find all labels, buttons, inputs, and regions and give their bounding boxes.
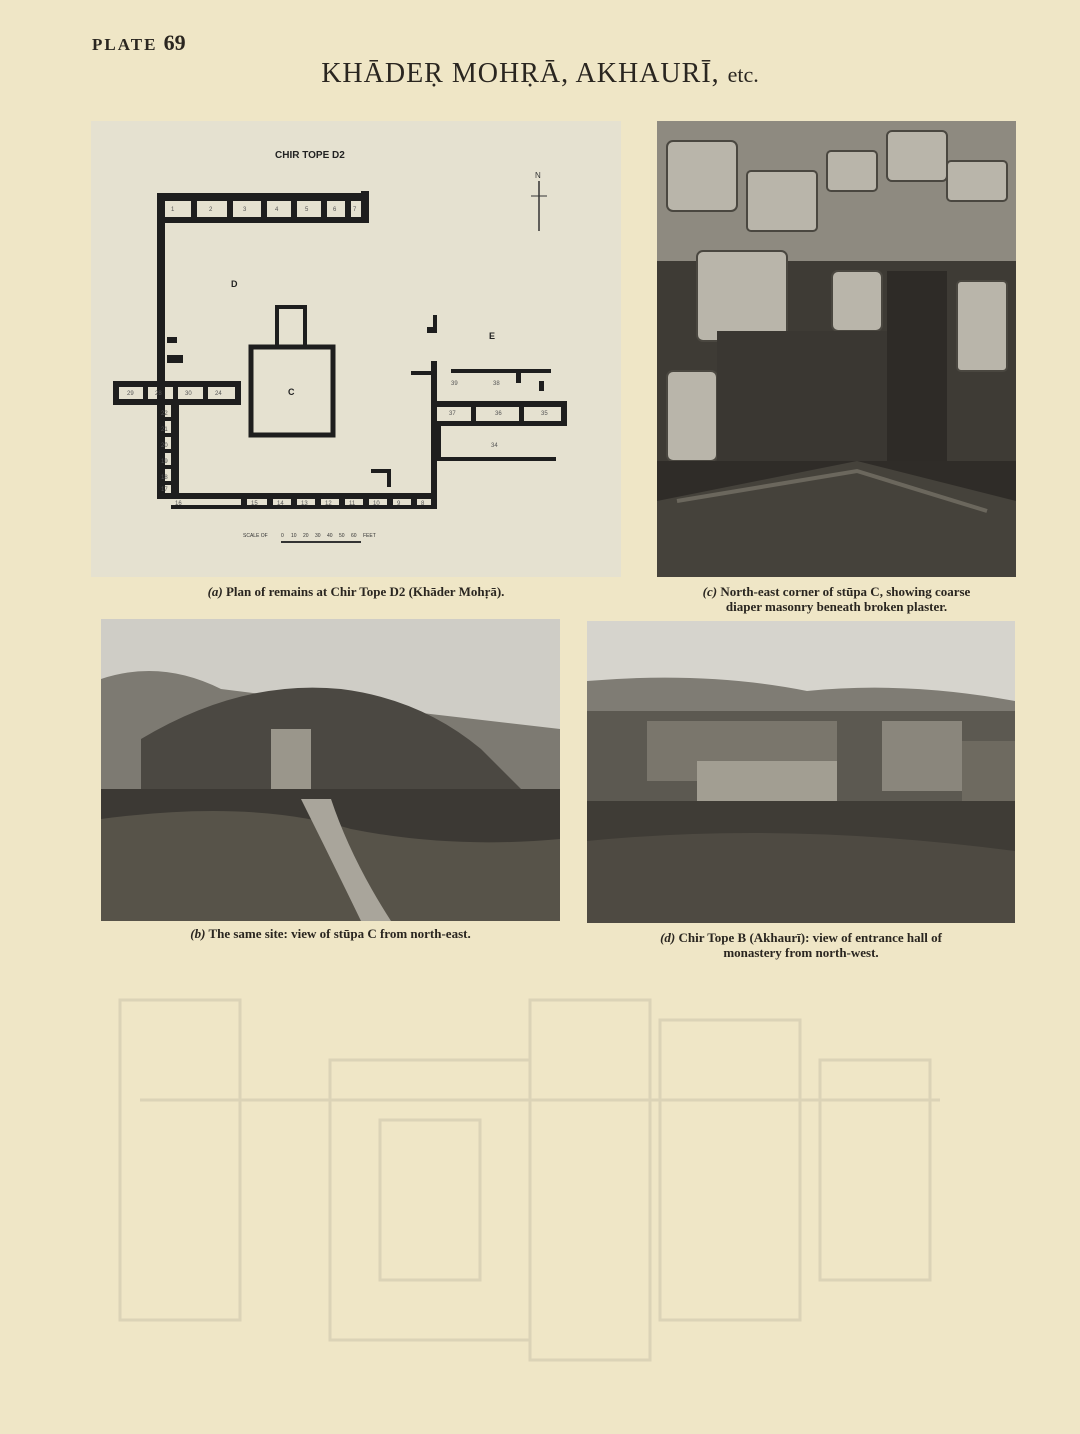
stupa-view-photo [101,619,560,921]
cell-label: 5 [305,207,309,213]
cell-label: 15 [251,501,258,507]
cell-label: 21 [161,427,168,433]
caption-d-line1 [587,930,1015,945]
cell-label: 11 [349,501,356,507]
cell-label: 2 [209,207,213,213]
cell-label: 16 [175,501,182,507]
entrance-hall-photo [587,621,1015,923]
area-label-e: E [489,331,496,341]
cell-label: 7 [353,207,357,213]
cell-label: 18 [161,475,168,481]
scale-label: SCALE OF [243,533,268,539]
figure-b-photo [101,619,560,921]
cell-label: 29 [127,391,134,397]
caption-b-text: The same site: view of stūpa C from north-east. [208,926,471,941]
caption-c [657,584,1016,614]
caption-d-text1: Chir Tope B (Akhaurī): view of entrance hall of [678,930,942,945]
cell-label: 37 [449,411,456,417]
area-label-c: C [288,387,295,397]
caption-c-letter: (c) [702,584,718,599]
scale-tick: 0 [281,533,284,539]
show-through-ghost [60,940,1020,1400]
page-title-suffix: etc. [727,62,759,87]
scale-tick: 30 [315,533,321,539]
caption-d-letter: (d) [660,930,676,945]
plate-label: PLATE [92,35,158,54]
caption-c-line2: diaper masonry beneath broken plaster. [725,599,948,614]
cell-label: 28 [155,391,162,397]
cell-label: 1 [171,207,175,213]
masonry-photo [657,121,1016,577]
cell-label: 13 [301,501,308,507]
cell-label: 17 [161,487,168,493]
figure-c-photo [657,121,1016,577]
scale-unit: FEET [363,533,376,539]
cell-label: 8 [421,501,425,507]
cell-label: 34 [491,443,498,449]
figure-d-photo [587,621,1015,923]
north-label: N [535,171,541,180]
cell-label: 3 [243,207,247,213]
cell-label: 24 [215,391,222,397]
cell-label: 14 [277,501,284,507]
plate-number-value: 69 [163,30,186,55]
caption-a-text: Plan of remains at Chir Tope D2 (Khāder Mohṛā). [225,584,505,599]
cell-label: 22 [161,411,168,417]
caption-b-letter: (b) [190,926,206,941]
caption-c-line1 [657,584,1016,599]
cell-label: 4 [275,207,279,213]
cell-label: 36 [495,411,502,417]
caption-d [587,930,1015,960]
cell-label: 30 [185,391,192,397]
plan-title: CHIR TOPE D2 [275,150,345,161]
caption-a-letter: (a) [207,584,223,599]
cell-label: 39 [451,381,458,387]
scale-tick: 20 [303,533,309,539]
scale-tick: 60 [351,533,357,539]
caption-a [91,584,621,599]
scale-tick: 40 [327,533,333,539]
scale-tick: 10 [291,533,297,539]
caption-b [101,926,560,941]
cell-label: 10 [373,501,380,507]
cell-label: 38 [493,381,500,387]
caption-c-text1: North-east corner of stūpa C, showing coarse [720,584,971,599]
cell-label: 35 [541,411,548,417]
plate-number [92,30,186,56]
area-label-d: D [231,279,238,289]
page-title [0,58,1080,90]
cell-label: 6 [333,207,337,213]
page-title-text: KHĀDEṚ MOHṚĀ, AKHAURĪ, [321,58,720,89]
plan-drawing [91,121,621,577]
cell-label: 19 [161,459,168,465]
cell-label: 12 [325,501,332,507]
cell-label: 9 [397,501,401,507]
cell-label: 20 [161,443,168,449]
caption-d-line2: monastery from north-west. [723,945,879,960]
figure-a-plan [91,121,621,577]
scale-tick: 50 [339,533,345,539]
